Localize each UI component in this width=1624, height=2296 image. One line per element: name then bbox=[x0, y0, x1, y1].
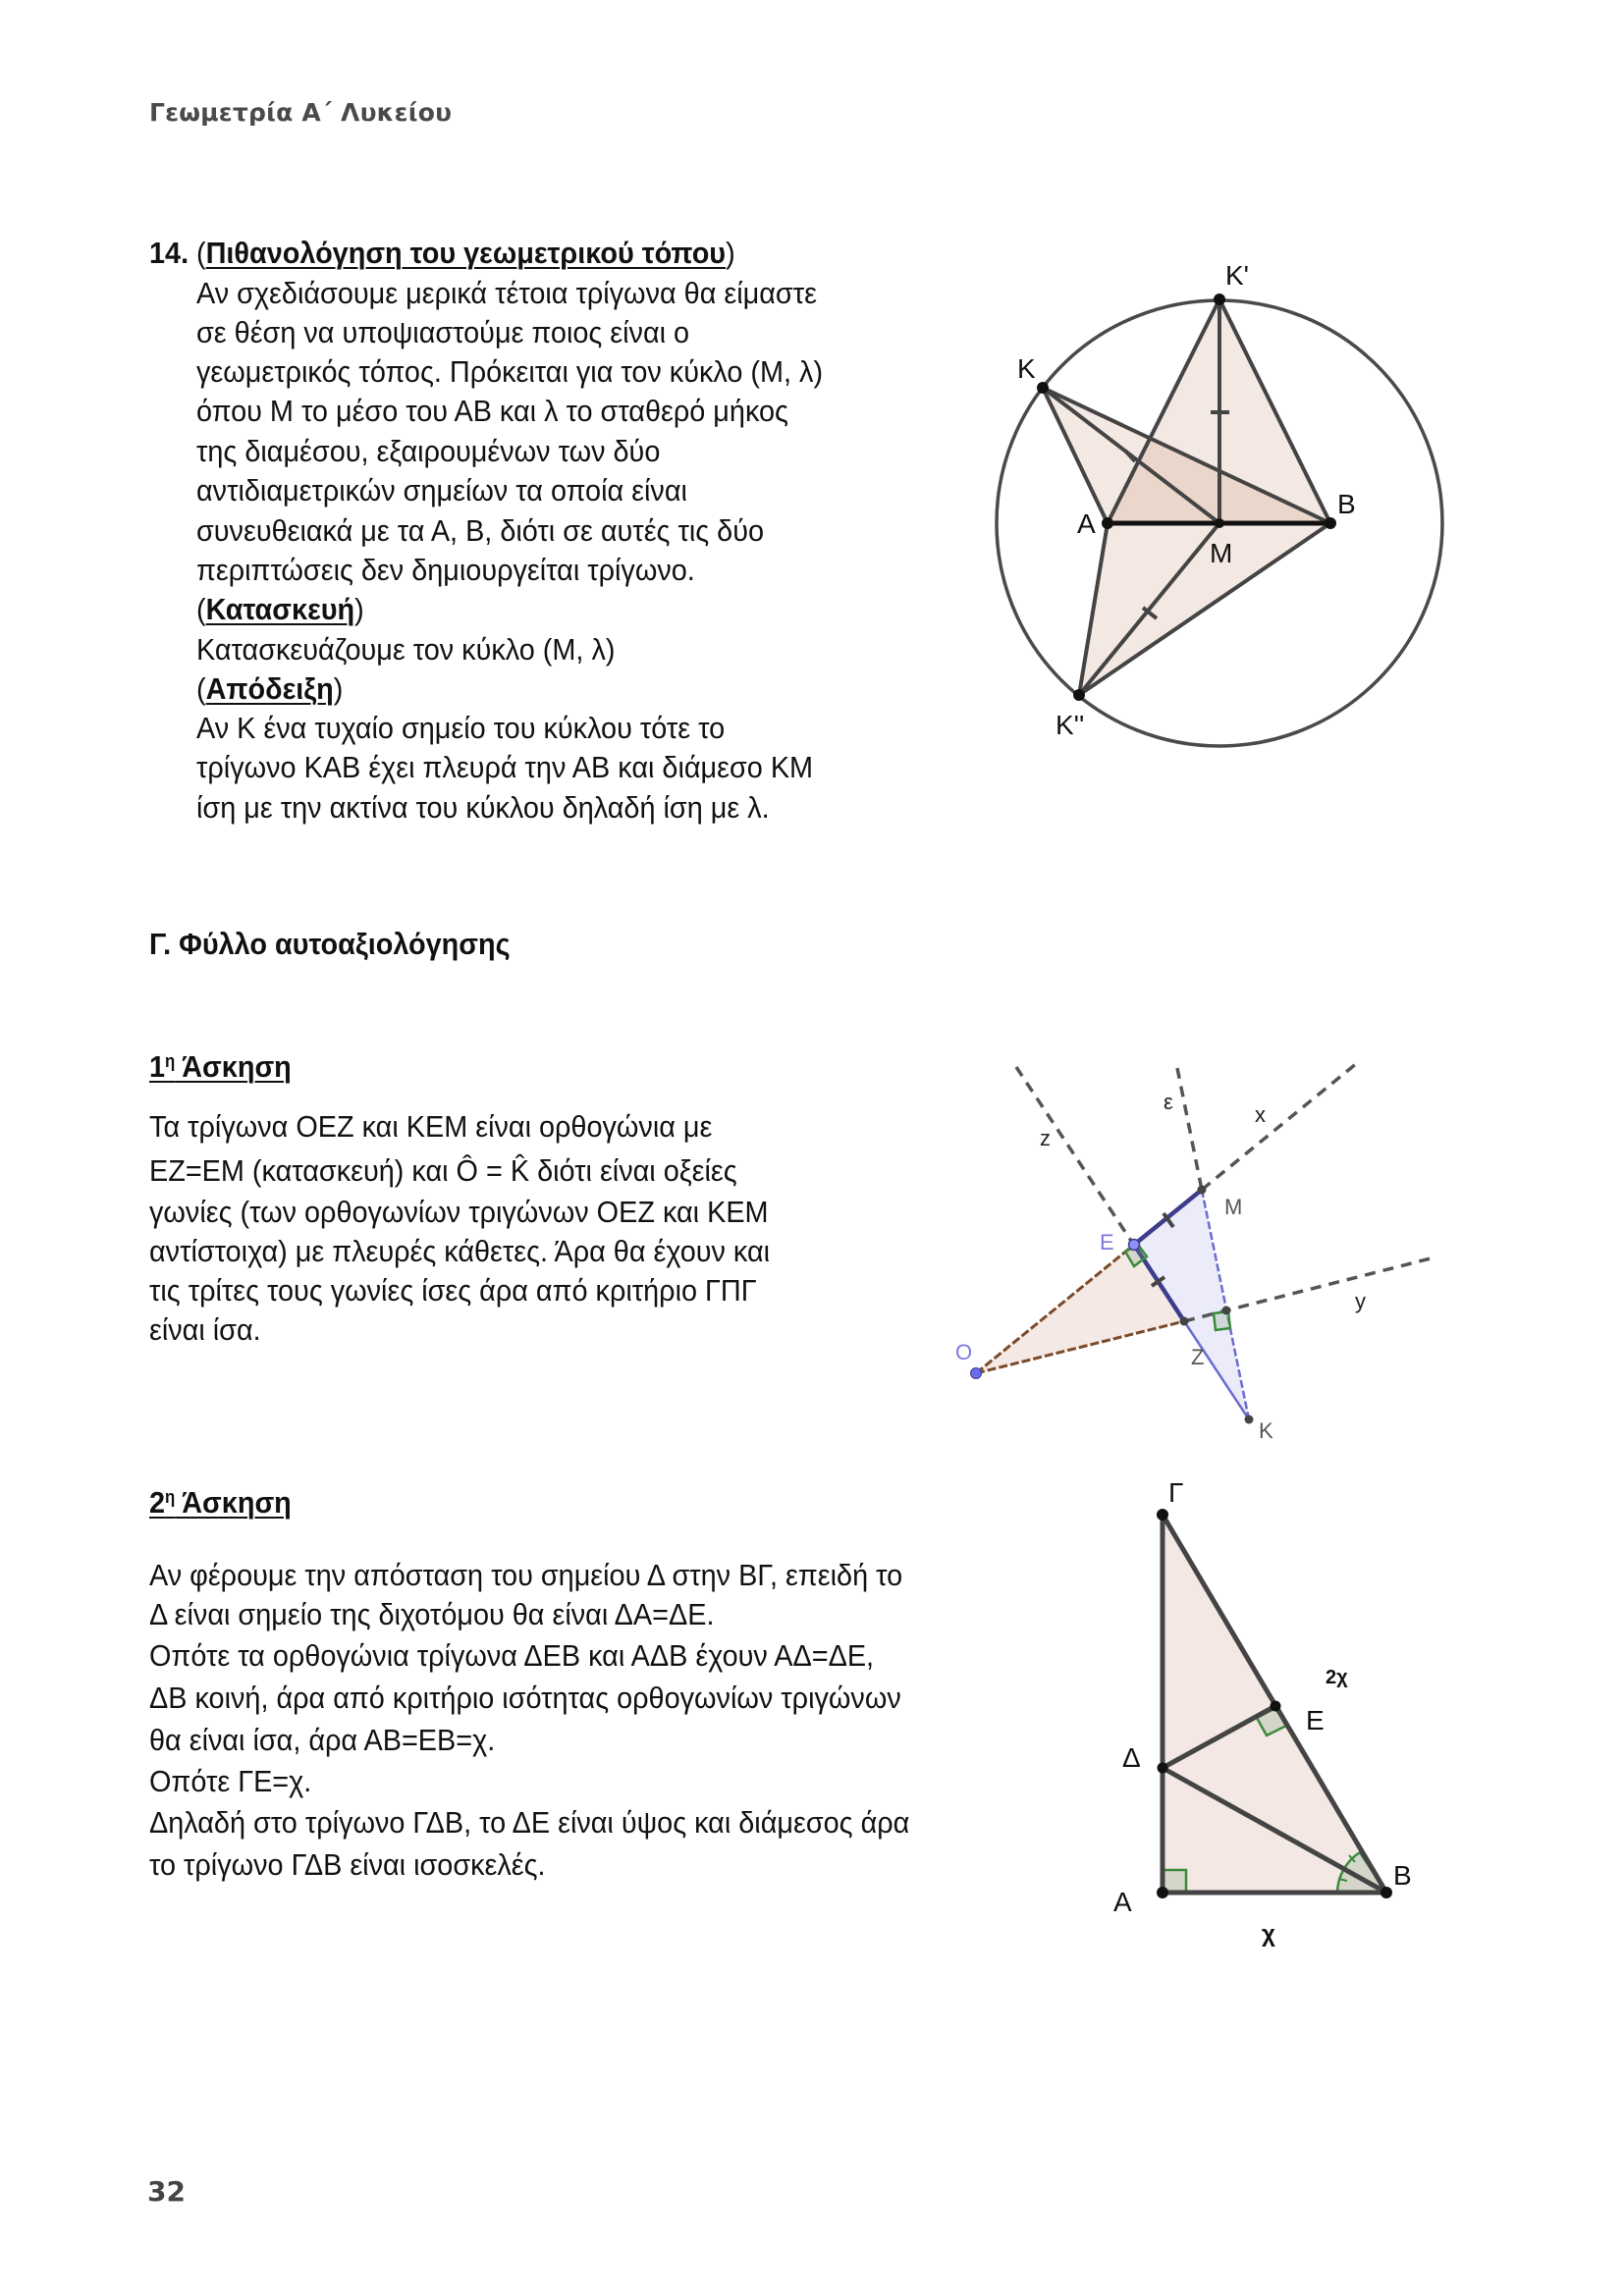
label-length-2x: 2χ bbox=[1326, 1667, 1348, 1688]
label-K-prime: Κ' bbox=[1225, 260, 1250, 291]
exercise-1-heading: $1^\eta$ Άσκηση bbox=[149, 1049, 292, 1084]
paragraph-line: γεωμετρικός τόπος. Πρόκειται για τον κύκλο (Μ, λ) bbox=[196, 354, 824, 389]
exercise-2-line: Δ είναι σημείο της διχοτόμου θα είναι ΔΑ=ΔΕ. bbox=[149, 1597, 715, 1631]
label-y: y bbox=[1355, 1289, 1366, 1313]
label-Z: Z bbox=[1191, 1345, 1205, 1369]
proof-line: τρίγωνο ΚΑΒ έχει πλευρά την ΑΒ και διάμεσο ΚΜ bbox=[196, 750, 814, 784]
exercise-2-heading: $2^\eta$ Άσκηση bbox=[149, 1485, 292, 1520]
proof-heading: (Απόδειξη) bbox=[196, 671, 344, 706]
label-K-double-prime: Κ'' bbox=[1056, 710, 1085, 740]
exercise-2-line: ΔΒ κοινή, άρα από κριτήριο ισότητας ορθογωνίων τριγώνων bbox=[149, 1681, 901, 1715]
exercise-2-line: θα είναι ίσα, άρα ΑΒ=ΕΒ=χ. bbox=[149, 1723, 496, 1757]
label-E: E bbox=[1100, 1230, 1114, 1255]
proof-line: ίση με την ακτίνα του κύκλου δηλαδή ίση με λ. bbox=[196, 790, 770, 825]
paragraph-line: της διαμέσου, εξαιρουμένων των δύο bbox=[196, 434, 661, 468]
item-14-number: 14. bbox=[149, 236, 189, 270]
exercise-1-line: γωνίες (των ορθογωνίων τριγώνων ΟΕΖ και ΚΕΜ bbox=[149, 1195, 769, 1229]
construction-text: Κατασκευάζουμε τον κύκλο (Μ, λ) bbox=[196, 632, 616, 667]
label-z: z bbox=[1040, 1126, 1051, 1150]
label-K: Κ bbox=[1017, 353, 1036, 384]
exercise-2-line: Δηλαδή στο τρίγωνο ΓΔΒ, το ΔΕ είναι ύψος και διάμεσος άρα bbox=[149, 1805, 910, 1840]
label-epsilon: ε bbox=[1164, 1090, 1173, 1114]
exercise-2-line: Οπότε ΓΕ=χ. bbox=[149, 1764, 312, 1798]
item-14-title-text: Πιθανολόγηση του γεωμετρικού τόπου bbox=[205, 236, 727, 270]
label-A: Α bbox=[1113, 1887, 1132, 1917]
label-E: Ε bbox=[1306, 1705, 1325, 1735]
construction-heading: (Κατασκευή) bbox=[196, 592, 364, 626]
section-title: Γ. Φύλλο αυτοαξιολόγησης bbox=[149, 927, 511, 961]
exercise-1-line: τις τρίτες τους γωνίες ίσες άρα από κριτήριο ΓΠΓ bbox=[149, 1273, 757, 1308]
label-Gamma: Γ bbox=[1168, 1477, 1184, 1508]
running-header: Γεωμετρία Α΄ Λυκείου bbox=[149, 98, 453, 127]
proof-line: Αν Κ ένα τυχαίο σημείο του κύκλου τότε το bbox=[196, 711, 726, 745]
paragraph-line: όπου Μ το μέσο του ΑΒ και λ το σταθερό μήκος bbox=[196, 394, 788, 428]
paragraph-line: συνευθειακά με τα Α, Β, διότι σε αυτές τις δύο bbox=[196, 513, 764, 548]
exercise-1-line: Τα τρίγωνα ΟΕΖ και ΚΕΜ είναι ορθογώνια με bbox=[149, 1109, 713, 1144]
label-B: Β bbox=[1337, 489, 1356, 519]
page-number: 32 bbox=[147, 2175, 186, 2208]
paragraph-line: περιπτώσεις δεν δημιουργείται τρίγωνο. bbox=[196, 553, 695, 587]
angle-equality-formula: Ô = K̂ bbox=[456, 1153, 530, 1188]
exercise-2-line: Οπότε τα ορθογώνια τρίγωνα ΔΕΒ και ΑΔΒ έχουν ΑΔ=ΔΕ, bbox=[149, 1638, 875, 1673]
exercise-2-line: Αν φέρουμε την απόσταση του σημείου Δ στην ΒΓ, επειδή το bbox=[149, 1558, 903, 1592]
paragraph-line: σε θέση να υποψιαστούμε ποιος είναι ο bbox=[196, 315, 690, 349]
exercise-1-line: αντίστοιχα) με πλευρές κάθετες. Άρα θα έχουν και bbox=[149, 1234, 771, 1268]
label-x: x bbox=[1255, 1102, 1266, 1127]
exercise-1-line: ΕΖ=ΕΜ (κατασκευή) και Ô = K̂ διότι είναι οξείες bbox=[149, 1153, 737, 1188]
exercise-2-line: το τρίγωνο ΓΔΒ είναι ισοσκελές. bbox=[149, 1847, 546, 1882]
label-O: O bbox=[955, 1340, 973, 1364]
label-M: Μ bbox=[1210, 538, 1233, 568]
label-B: Β bbox=[1393, 1860, 1412, 1891]
label-A: Α bbox=[1077, 508, 1096, 539]
label-Delta: Δ bbox=[1122, 1742, 1141, 1773]
label-K: K bbox=[1259, 1418, 1273, 1443]
label-length-x: χ bbox=[1262, 1921, 1275, 1948]
exercise-1-line: είναι ίσα. bbox=[149, 1312, 261, 1347]
label-M: M bbox=[1224, 1195, 1243, 1219]
paragraph-line: Αν σχεδιάσουμε μερικά τέτοια τρίγωνα θα είμαστε bbox=[196, 276, 817, 310]
paragraph-line: αντιδιαμετρικών σημείων τα οποία είναι bbox=[196, 473, 687, 507]
item-14-title: (Πιθανολόγηση του γεωμετρικού τόπου) bbox=[196, 236, 735, 270]
